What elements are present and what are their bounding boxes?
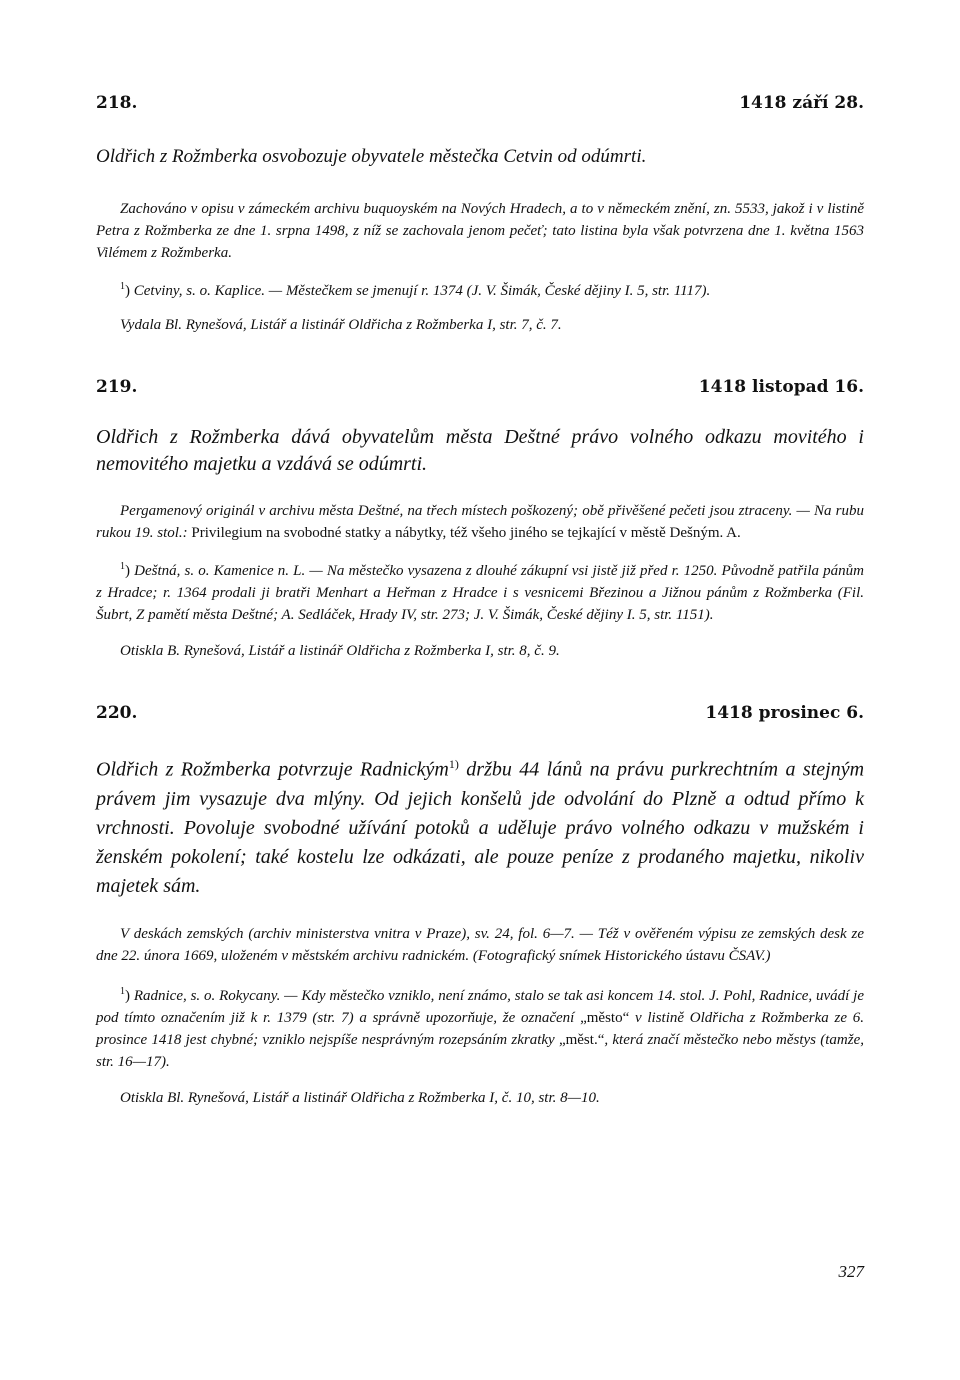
entry-footnote: $^1$) Cetviny, s. o. Kaplice. — Městečkem se jmenují r. 1374 (J. V. Šimák, České dějiny I. 5, str. 1117). — [120, 281, 711, 299]
entry-footnote: $^1$) Radnice, s. o. Rokycany. — Kdy městečko vzniklo, není známo, stalo se tak asi koncem 14. stol. J. Pohl, Radnice, uvádí je pod tímto označením již k r. 1379 (str. 7) a správně upozorňuje, že označení „město“ v listině Oldřicha z Rožmberka ze 6. prosince 1418 jest chybné; vzniklo nejspíše nesprávným rozepsáním zkratky „měst.“, která značí městečko nebo městys (tamže, str. 16—17). — [96, 985, 864, 1070]
regest-footnote-mark: 1) — [448, 757, 459, 771]
regest-part1: Oldřich z Rožmberka potvrzuje Radnickým — [96, 758, 449, 781]
entry-219 — [96, 376, 864, 662]
footnote-roman-1: „město“ — [580, 1009, 630, 1026]
entry-number: 219. — [96, 377, 138, 397]
footnote-mark: 1 — [120, 985, 125, 997]
entry-edition: Otiskla B. Rynešová, Listář a listinář Oldřicha z Rožmberka I, str. 8, č. 9. — [120, 643, 560, 659]
entry-edition: Vydala Bl. Rynešová, Listář a listinář Oldřicha z Rožmberka I, str. 7, č. 7. — [120, 317, 562, 333]
tradition-italic: Pergamenový originál v archivu města Deštné, na třech místech poškozený; obě přivěšené pečeti jsou ztraceny. — Na rubu rukou 19. stol.: — [96, 503, 864, 541]
entry-edition: Otiskla Bl. Rynešová, Listář a listinář Oldřicha z Rožmberka I, č. 10, str. 8—10. — [120, 1089, 600, 1106]
entry-regest: Oldřich z Rožmberka osvobozuje obyvatele městečka Cetvin od odúmrti. — [96, 146, 647, 167]
footnote-mark: 1 — [120, 281, 125, 292]
entry-date: 1418 září 28. — [739, 93, 864, 113]
page-number: 327 — [838, 1262, 864, 1281]
entry-number: 218. — [96, 93, 138, 113]
page-content — [96, 92, 864, 1109]
footnote-text: Cetviny, s. o. Kaplice. — Městečkem se jmenují r. 1374 (J. V. Šimák, České dějiny I. 5, str. 1117). — [133, 283, 711, 299]
entry-number: 220. — [96, 703, 138, 723]
regest-part2: držbu 44 lánů na právu purkrechtním a stejným právem jim vysazuje dva mlýny. Od jejich konšelů jde odvolání do Plzně a odtud přímo k vrchnosti. Povoluje svobodné užívání potoků a uděluje právo volného odkazu v mužském i ženském pokolení; také kostelu lze odkázati, ale pouze peníze z prodaného majetku, nikoliv majetek sám. — [96, 758, 865, 897]
footnote-italic-2: v listině Oldřicha z Rožmberka ze 6. prosince 1418 jest chybné; vzniklo nejspíše nesprávným rozepsáním zkratky — [96, 1009, 864, 1048]
entry-220 — [96, 702, 864, 1109]
entry-header — [96, 702, 864, 724]
entry-footnote: $^1$) Deštná, s. o. Kamenice n. L. — Na městečko vysazena z dlouhé zákupní vsi jistě již před r. 1250. Původně patřila pánům z Hradce; r. 1364 prodali ji bratři Menhart a Heřman z Hradce i s vesnicemi Březinou a Jižnou pánům z Rožmberka (Fil. Šubrt, Z pamětí města Deštné; A. Sedláček, Hrady IV, str. 273; J. V. Šimák, České dějiny I. 5, str. 1151). — [96, 561, 864, 623]
footnote-roman-2: „měst.“ — [558, 1031, 605, 1048]
footnote-italic-3: , která značí městečko nebo městys (tamže, str. 16—17). — [96, 1031, 864, 1070]
entry-tradition: V deskách zemských (archiv ministerstva vnitra v Praze), sv. 24, fol. 6—7. — Též v ověřeném výpisu ze zemských desk ze dne 22. února 1669, uloženém v městském archivu radnickém. (Fotografický snímek Historického ústavu ČSAV.) — [96, 925, 864, 964]
entry-tradition — [96, 500, 864, 544]
entry-218 — [96, 92, 864, 336]
tradition-roman: Privilegium na svobodné statky a nábytky, též všeho jiného se tejkající v městě Dešným. A. — [191, 525, 741, 541]
footnote-mark: 1 — [120, 561, 125, 572]
entry-regest: Oldřich z Rožmberka dává obyvatelům města Deštné právo volného odkazu movitého i nemovitého majetku a vzdává se odúmrti. — [96, 426, 864, 475]
entry-tradition: Zachováno v opisu v zámeckém archivu buquoyském na Nových Hradech, a to v německém znění, zn. 5533, jakož i v listině Petra z Rožmberka ze dne 1. srpna 1498, z níž se zachovala jenom pečeť; tato listina byla však potvrzena dne 1. května 1563 Vilémem z Rožmberka. — [96, 201, 864, 261]
entry-regest — [96, 750, 864, 901]
entry-header — [96, 376, 864, 398]
footnote-text: Deštná, s. o. Kamenice n. L. — Na městečko vysazena z dlouhé zákupní vsi jistě již před r. 1250. Původně patřila pánům z Hradce; r. 1364 prodali ji bratři Menhart a Heřman z Hradce i s vesnicemi Březinou a Jižnou pánům z Rožmberka (Fil. Šubrt, Z pamětí města Deštné; A. Sedláček, Hrady IV, str. 273; J. V. Šimák, České dějiny I. 5, str. 1151). — [96, 563, 864, 623]
footnote-italic-1: Radnice, s. o. Rokycany. — Kdy městečko vzniklo, není známo, stalo se tak asi koncem 14. stol. J. Pohl, Radnice, uvádí je pod tímto označením již k r. 1379 (str. 7) a správně upozorňuje, že označení — [96, 987, 864, 1026]
entry-date: 1418 prosinec 6. — [705, 703, 864, 723]
entry-header — [96, 92, 864, 114]
entry-date: 1418 listopad 16. — [698, 377, 864, 397]
